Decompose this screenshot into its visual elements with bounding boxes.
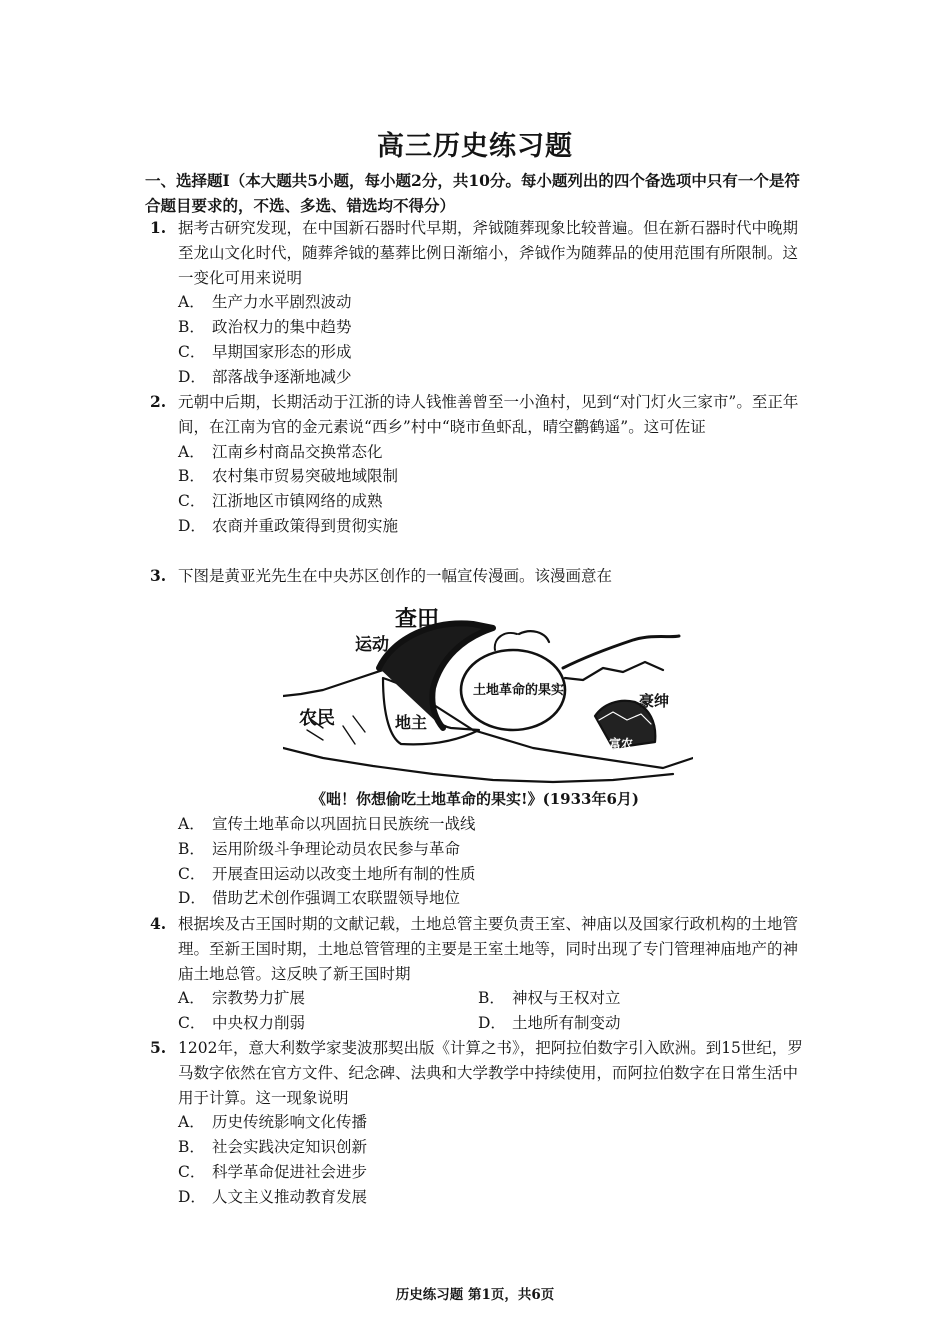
option-text: 借助艺术创作强调工农联盟领导地位 bbox=[212, 889, 461, 908]
option-text: 生产力水平剧烈波动 bbox=[212, 293, 352, 312]
option-text: 农村集市贸易突破地域限制 bbox=[212, 467, 399, 486]
option-text: 江浙地区市镇网络的成熟 bbox=[212, 492, 383, 511]
question-number: 4. bbox=[150, 914, 167, 933]
option-letter: C． bbox=[178, 342, 206, 361]
cartoon-label-bag: 地主 bbox=[395, 713, 428, 732]
cartoon-label-top: 查田 bbox=[395, 607, 440, 632]
option-text: 历史传统影响文化传播 bbox=[212, 1113, 368, 1132]
option-text: 开展查田运动以改变土地所有制的性质 bbox=[212, 864, 476, 883]
option-letter: D． bbox=[178, 1187, 206, 1206]
option-b[interactable] bbox=[478, 986, 778, 1011]
cartoon-label-right: 豪绅 bbox=[639, 692, 670, 710]
option-letter: B． bbox=[478, 989, 505, 1008]
cartoon-label-campaign: 运动 bbox=[355, 635, 389, 655]
option-d[interactable] bbox=[178, 1185, 810, 1210]
option-b[interactable] bbox=[178, 464, 810, 489]
question-number: 3. bbox=[150, 566, 167, 585]
option-text: 政治权力的集中趋势 bbox=[212, 318, 352, 337]
page-footer: 历史练习题 第1页，共6页 bbox=[395, 1287, 555, 1303]
option-c[interactable] bbox=[178, 1160, 810, 1185]
cartoon-branch bbox=[563, 636, 679, 668]
option-letter: A． bbox=[178, 989, 205, 1008]
cartoon-label-left: 农民 bbox=[299, 708, 335, 729]
option-a[interactable] bbox=[178, 440, 810, 465]
question-1 bbox=[150, 216, 810, 390]
option-letter: C． bbox=[178, 1014, 206, 1033]
option-letter: D． bbox=[478, 1014, 506, 1033]
cartoon-label-fruit: 土地革命的果实 bbox=[473, 683, 565, 698]
option-c[interactable] bbox=[178, 340, 810, 365]
question-3 bbox=[150, 564, 810, 589]
option-d[interactable] bbox=[478, 1011, 778, 1036]
option-letter: B． bbox=[178, 318, 205, 337]
option-a[interactable] bbox=[178, 1110, 810, 1135]
option-letter: A． bbox=[178, 442, 205, 461]
option-a[interactable] bbox=[178, 290, 810, 315]
option-text: 宣传土地革命以巩固抗日民族统一战线 bbox=[212, 815, 476, 833]
option-text: 土地所有制变动 bbox=[512, 1014, 621, 1033]
question-5 bbox=[150, 1036, 810, 1210]
option-letter: C． bbox=[178, 1162, 206, 1181]
question-stem: 1202年，意大利数学家斐波那契出版《计算之书》，把阿拉伯数字引入欧洲。到15世纪，罗马数字依然在官方文件、纪念碑、法典和大学教学中持续使用，而阿拉伯数字在日常生活中用于计算。这一现象说明 bbox=[178, 1039, 803, 1107]
question-stem: 据考古研究发现，在中国新石器时代早期，斧钺随葬现象比较普遍。但在新石器时代中晚期至龙山文化时代，随葬斧钺的墓葬比例日渐缩小，斧钺作为随葬品的使用范围有所限制。这一变化可用来说明 bbox=[178, 219, 799, 287]
section-header: 一、选择题Ⅰ（本大题共5小题，每小题2分，共10分。每小题列出的四个备选项中只有一个是符合题目要求的，不选、多选、错选均不得分） bbox=[145, 171, 800, 215]
question-stem: 元朝中后期，长期活动于江浙的诗人钱惟善曾至一小渔村，见到“对门灯火三家市”。至正年间，在江南为官的金元素说“西乡”村中“晓市鱼虾乱，晴空鹳鹤遥”。这可佐证 bbox=[178, 393, 799, 436]
page-title: 高三历史练习题 bbox=[377, 131, 573, 162]
question-stem: 下图是黄亚光先生在中央苏区创作的一幅宣传漫画。该漫画意在 bbox=[178, 567, 613, 585]
cartoon-caption: 《咄！你想偷吃土地革命的果实!》(1933年6月) bbox=[311, 790, 639, 808]
option-c[interactable] bbox=[178, 489, 810, 514]
option-text: 运用阶级斗争理论动员农民参与革命 bbox=[212, 839, 461, 858]
option-letter: C． bbox=[178, 864, 206, 883]
option-text: 科学革命促进社会进步 bbox=[212, 1162, 368, 1181]
option-letter: B． bbox=[178, 1138, 205, 1157]
option-a[interactable] bbox=[178, 986, 478, 1011]
option-letter: D． bbox=[178, 889, 206, 908]
question-number: 1. bbox=[150, 218, 167, 237]
option-b[interactable] bbox=[178, 315, 810, 340]
option-a[interactable] bbox=[178, 812, 810, 837]
option-d[interactable] bbox=[178, 514, 810, 539]
propaganda-cartoon bbox=[283, 598, 693, 786]
question-3-options bbox=[150, 812, 810, 911]
question-4 bbox=[150, 912, 810, 1036]
option-letter: B． bbox=[178, 839, 205, 858]
option-c[interactable] bbox=[178, 862, 810, 887]
option-c[interactable] bbox=[178, 1011, 478, 1036]
option-text: 部落战争逐渐地减少 bbox=[212, 367, 352, 386]
option-letter: A． bbox=[178, 1113, 205, 1132]
question-number: 2. bbox=[150, 392, 167, 411]
option-letter: D． bbox=[178, 516, 206, 535]
option-text: 神权与王权对立 bbox=[512, 989, 621, 1008]
option-letter: A． bbox=[178, 293, 205, 312]
option-text: 农商并重政策得到贯彻实施 bbox=[212, 516, 399, 535]
option-letter: C． bbox=[178, 492, 206, 511]
question-stem: 根据埃及古王国时期的文献记载，土地总管主要负责王室、神庙以及国家行政机构的土地管理。至新王国时期，土地总管管理的主要是王室土地等，同时出现了专门管理神庙地产的神庙土地总管。这反映了新王国时期 bbox=[178, 915, 799, 983]
option-text: 社会实践决定知识创新 bbox=[212, 1138, 368, 1157]
question-number: 5. bbox=[150, 1038, 167, 1057]
option-letter: B． bbox=[178, 467, 205, 486]
option-d[interactable] bbox=[178, 886, 810, 911]
option-b[interactable] bbox=[178, 837, 810, 862]
option-letter: D． bbox=[178, 367, 206, 386]
option-text: 江南乡村商品交换常态化 bbox=[212, 442, 383, 461]
option-b[interactable] bbox=[178, 1135, 810, 1160]
cartoon-label-bottom-right: 富农 bbox=[609, 737, 634, 751]
option-d[interactable] bbox=[178, 365, 810, 390]
option-text: 中央权力削弱 bbox=[212, 1014, 306, 1033]
option-letter: A． bbox=[178, 815, 205, 833]
option-text: 早期国家形态的形成 bbox=[212, 342, 352, 361]
option-text: 人文主义推动教育发展 bbox=[212, 1187, 368, 1206]
question-2 bbox=[150, 390, 810, 539]
option-text: 宗教势力扩展 bbox=[212, 989, 306, 1008]
